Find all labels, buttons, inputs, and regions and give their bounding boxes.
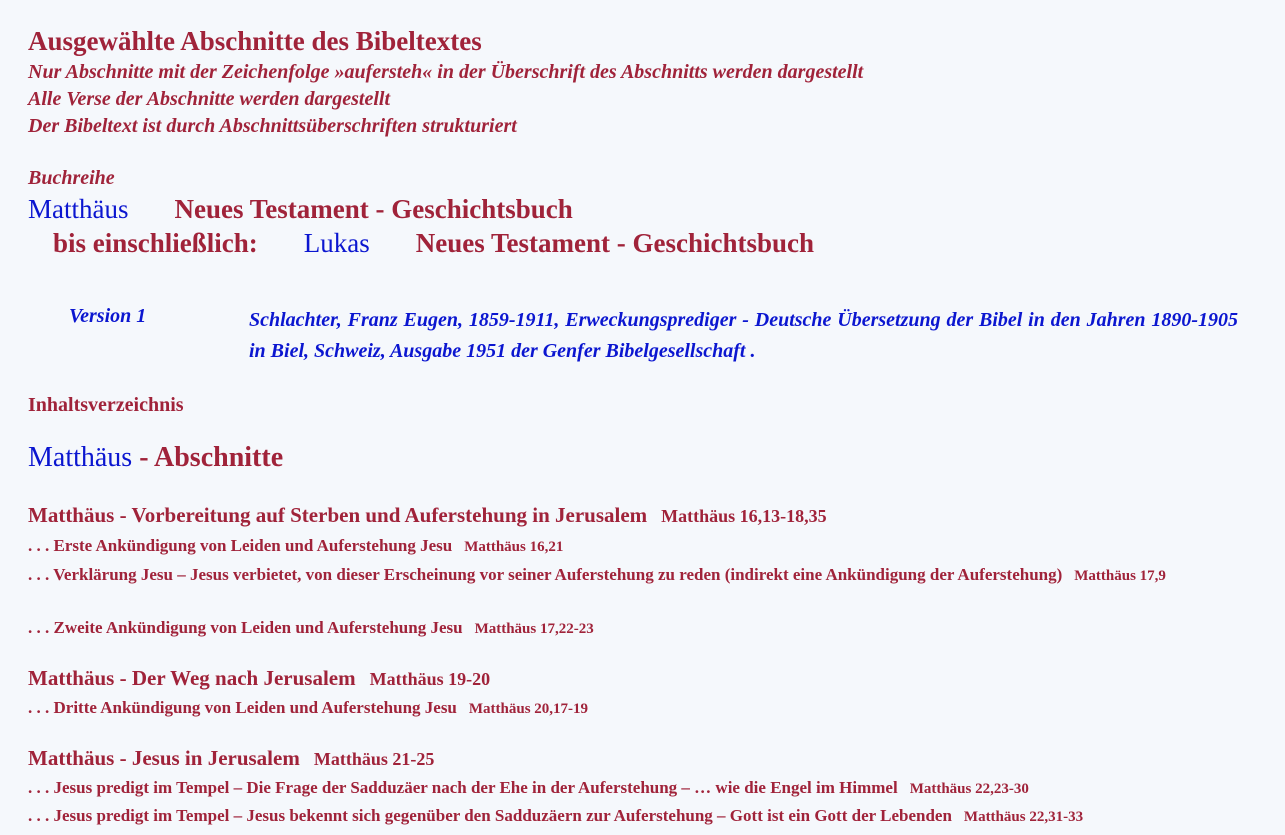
item-ref: Matthäus 16,21 — [464, 539, 564, 555]
page-title: Ausgewählte Abschnitte des Bibeltextes — [28, 26, 482, 56]
toc-item[interactable] — [28, 696, 1260, 721]
from-book: Matthäus — [28, 194, 129, 224]
item-title[interactable]: . . . Jesus predigt im Tempel – Die Frage der Sadduzäer nach der Ehe in der Auferstehung – … wie die Engel im Himmel — [28, 778, 898, 797]
section-title[interactable]: Matthäus - Der Weg nach Jerusalem — [28, 666, 356, 690]
section-ref: Matthäus 16,13-18,35 — [661, 506, 827, 526]
series-to — [53, 228, 814, 259]
series-label: Buchreihe — [28, 167, 115, 189]
version-label: Version 1 — [69, 305, 147, 327]
toc-item[interactable] — [28, 616, 1260, 641]
toc-item[interactable] — [28, 563, 1260, 588]
to-category: Neues Testament - Geschichtsbuch — [415, 228, 815, 258]
item-title[interactable]: . . . Zweite Ankündigung von Leiden und Auferstehung Jesu — [28, 618, 463, 637]
item-title[interactable]: . . . Verklärung Jesu – Jesus verbietet, von dieser Erscheinung vor seiner Auferstehung zu reden (indirekt eine Ankündigung der Auferstehung) — [28, 565, 1063, 584]
from-category: Neues Testament - Geschichtsbuch — [174, 194, 573, 224]
series-from — [28, 194, 573, 225]
item-ref: Matthäus 22,31-33 — [963, 809, 1084, 825]
toc-item[interactable] — [28, 534, 1260, 559]
until-label: bis einschließlich: — [53, 228, 258, 258]
filter-note: Nur Abschnitte mit der Zeichenfolge »aufersteh« in der Überschrift des Abschnitts werden dargestellt — [28, 61, 864, 83]
item-ref: Matthäus 17,9 — [1074, 568, 1166, 584]
item-title[interactable]: . . . Dritte Ankündigung von Leiden und Auferstehung Jesu — [28, 698, 457, 717]
toc-section[interactable] — [28, 503, 827, 528]
section-ref: Matthäus 21-25 — [313, 749, 435, 769]
toc-book-suffix: - Abschnitte — [132, 442, 284, 473]
section-ref: Matthäus 19-20 — [369, 669, 491, 689]
toc-item[interactable] — [28, 776, 1260, 801]
to-book: Lukas — [303, 228, 370, 258]
toc-book-heading — [28, 442, 283, 474]
toc-label: Inhaltsverzeichnis — [28, 394, 184, 416]
toc-book-name[interactable]: Matthäus — [28, 442, 133, 473]
version-description: Schlachter, Franz Eugen, 1859-1911, Erweckungsprediger - Deutsche Übersetzung der Bibel in den Jahren 1890-1905 in Biel, Schweiz, Ausgabe 1951 der Genfer Bibelgesellschaft . — [249, 309, 1238, 362]
structure-note: Der Bibeltext ist durch Abschnittsüberschriften strukturiert — [28, 115, 517, 137]
item-title[interactable]: . . . Jesus predigt im Tempel – Jesus bekennt sich gegenüber den Sadduzäern zur Auferstehung – Gott ist ein Gott der Lebenden — [28, 806, 952, 825]
toc-item[interactable] — [28, 804, 1260, 829]
section-title[interactable]: Matthäus - Jesus in Jerusalem — [28, 746, 300, 770]
item-ref: Matthäus 17,22-23 — [474, 621, 594, 637]
item-ref: Matthäus 20,17-19 — [468, 701, 589, 717]
section-title[interactable]: Matthäus - Vorbereitung auf Sterben und Auferstehung in Jerusalem — [28, 503, 648, 527]
toc-section[interactable] — [28, 746, 434, 771]
verses-note: Alle Verse der Abschnitte werden dargestellt — [28, 88, 391, 110]
item-title[interactable]: . . . Erste Ankündigung von Leiden und Auferstehung Jesu — [28, 536, 453, 555]
toc-section[interactable] — [28, 666, 490, 691]
item-ref: Matthäus 22,23-30 — [909, 781, 1029, 797]
